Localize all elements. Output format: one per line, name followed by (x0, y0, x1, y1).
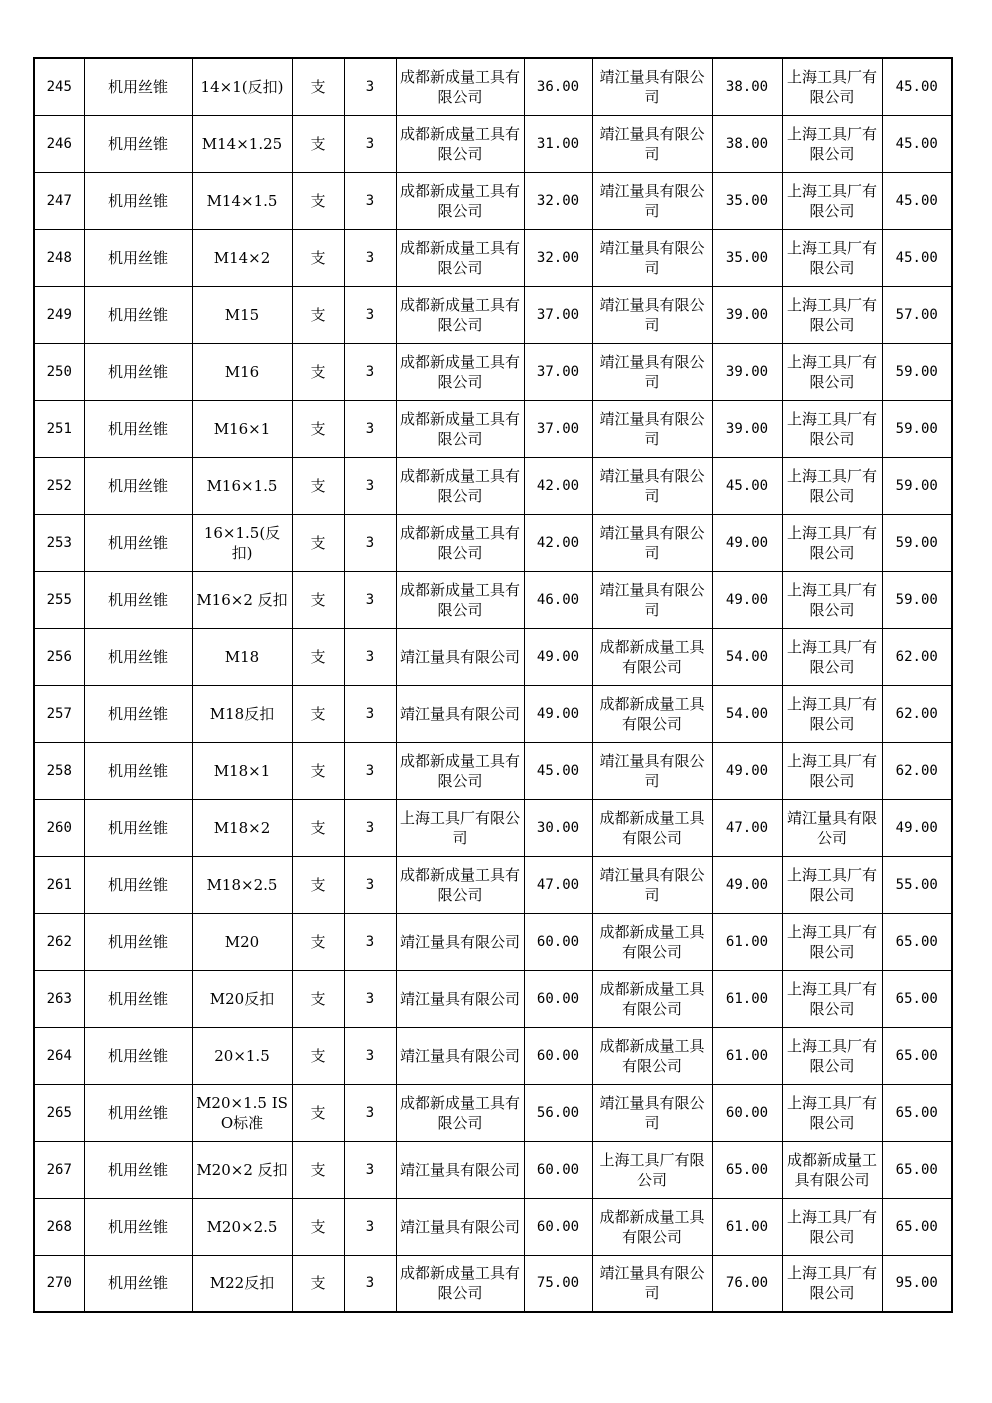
spec-cell: 14×1(反扣) (192, 58, 292, 115)
supplier-2-cell: 靖江量具有限公司 (592, 400, 712, 457)
quantity-cell: 3 (344, 1198, 396, 1255)
price-1-cell: 37.00 (524, 400, 592, 457)
item-number-cell: 257 (34, 685, 84, 742)
supplier-1-cell: 成都新成量工具有限公司 (396, 1255, 524, 1312)
item-name-cell: 机用丝锥 (84, 742, 192, 799)
price-2-cell: 49.00 (712, 514, 782, 571)
item-name-cell: 机用丝锥 (84, 58, 192, 115)
spec-cell: M22反扣 (192, 1255, 292, 1312)
item-name-cell: 机用丝锥 (84, 913, 192, 970)
quantity-cell: 3 (344, 628, 396, 685)
unit-cell: 支 (292, 571, 344, 628)
item-number-cell: 248 (34, 229, 84, 286)
supplier-2-cell: 成都新成量工具有限公司 (592, 970, 712, 1027)
table-row (34, 571, 952, 628)
item-name-cell: 机用丝锥 (84, 172, 192, 229)
price-1-cell: 60.00 (524, 970, 592, 1027)
spec-cell: M18×1 (192, 742, 292, 799)
supplier-2-cell: 靖江量具有限公司 (592, 343, 712, 400)
quantity-cell: 3 (344, 457, 396, 514)
table-row (34, 913, 952, 970)
price-1-cell: 49.00 (524, 628, 592, 685)
price-2-cell: 61.00 (712, 970, 782, 1027)
quantity-cell: 3 (344, 229, 396, 286)
price-3-cell: 65.00 (882, 913, 952, 970)
spec-cell: M20反扣 (192, 970, 292, 1027)
table-row (34, 172, 952, 229)
price-3-cell: 62.00 (882, 628, 952, 685)
supplier-3-cell: 上海工具厂有限公司 (782, 229, 882, 286)
price-2-cell: 39.00 (712, 286, 782, 343)
item-number-cell: 268 (34, 1198, 84, 1255)
item-name-cell: 机用丝锥 (84, 970, 192, 1027)
price-1-cell: 37.00 (524, 286, 592, 343)
item-number-cell: 253 (34, 514, 84, 571)
item-number-cell: 252 (34, 457, 84, 514)
item-name-cell: 机用丝锥 (84, 343, 192, 400)
unit-cell: 支 (292, 400, 344, 457)
quantity-cell: 3 (344, 799, 396, 856)
table-row (34, 628, 952, 685)
item-name-cell: 机用丝锥 (84, 571, 192, 628)
price-1-cell: 60.00 (524, 1198, 592, 1255)
supplier-3-cell: 上海工具厂有限公司 (782, 685, 882, 742)
supplier-2-cell: 靖江量具有限公司 (592, 1255, 712, 1312)
supplier-2-cell: 成都新成量工具有限公司 (592, 913, 712, 970)
price-1-cell: 60.00 (524, 1141, 592, 1198)
item-name-cell: 机用丝锥 (84, 628, 192, 685)
supplier-1-cell: 靖江量具有限公司 (396, 685, 524, 742)
item-name-cell: 机用丝锥 (84, 856, 192, 913)
table-row (34, 1084, 952, 1141)
supplier-1-cell: 靖江量具有限公司 (396, 1027, 524, 1084)
unit-cell: 支 (292, 457, 344, 514)
price-3-cell: 45.00 (882, 115, 952, 172)
spec-cell: M14×2 (192, 229, 292, 286)
item-number-cell: 258 (34, 742, 84, 799)
supplier-3-cell: 上海工具厂有限公司 (782, 58, 882, 115)
spec-cell: M16×2 反扣 (192, 571, 292, 628)
supplier-1-cell: 成都新成量工具有限公司 (396, 1084, 524, 1141)
supplier-2-cell: 成都新成量工具有限公司 (592, 685, 712, 742)
item-name-cell: 机用丝锥 (84, 1255, 192, 1312)
supplier-2-cell: 靖江量具有限公司 (592, 172, 712, 229)
supplier-2-cell: 成都新成量工具有限公司 (592, 799, 712, 856)
price-1-cell: 42.00 (524, 457, 592, 514)
unit-cell: 支 (292, 742, 344, 799)
table-row (34, 1198, 952, 1255)
price-2-cell: 61.00 (712, 1198, 782, 1255)
supplier-2-cell: 靖江量具有限公司 (592, 229, 712, 286)
quantity-cell: 3 (344, 58, 396, 115)
unit-cell: 支 (292, 1027, 344, 1084)
quantity-cell: 3 (344, 343, 396, 400)
supplier-3-cell: 上海工具厂有限公司 (782, 400, 882, 457)
item-number-cell: 250 (34, 343, 84, 400)
price-3-cell: 59.00 (882, 514, 952, 571)
supplier-3-cell: 上海工具厂有限公司 (782, 172, 882, 229)
supplier-3-cell: 上海工具厂有限公司 (782, 286, 882, 343)
item-name-cell: 机用丝锥 (84, 1084, 192, 1141)
item-number-cell: 256 (34, 628, 84, 685)
supplier-3-cell: 上海工具厂有限公司 (782, 913, 882, 970)
table-row (34, 457, 952, 514)
supplier-1-cell: 靖江量具有限公司 (396, 1141, 524, 1198)
supplier-2-cell: 靖江量具有限公司 (592, 856, 712, 913)
unit-cell: 支 (292, 172, 344, 229)
quantity-cell: 3 (344, 1084, 396, 1141)
spec-cell: M18 (192, 628, 292, 685)
price-2-cell: 35.00 (712, 172, 782, 229)
unit-cell: 支 (292, 970, 344, 1027)
price-1-cell: 56.00 (524, 1084, 592, 1141)
supplier-1-cell: 靖江量具有限公司 (396, 1198, 524, 1255)
item-number-cell: 246 (34, 115, 84, 172)
supplier-3-cell: 靖江量具有限公司 (782, 799, 882, 856)
supplier-1-cell: 成都新成量工具有限公司 (396, 514, 524, 571)
price-2-cell: 39.00 (712, 400, 782, 457)
price-2-cell: 76.00 (712, 1255, 782, 1312)
price-1-cell: 31.00 (524, 115, 592, 172)
table-row (34, 1255, 952, 1312)
spec-cell: M16×1.5 (192, 457, 292, 514)
supplier-2-cell: 靖江量具有限公司 (592, 742, 712, 799)
price-2-cell: 65.00 (712, 1141, 782, 1198)
table-row (34, 742, 952, 799)
spec-cell: M16 (192, 343, 292, 400)
price-3-cell: 59.00 (882, 400, 952, 457)
unit-cell: 支 (292, 799, 344, 856)
supplier-2-cell: 成都新成量工具有限公司 (592, 1027, 712, 1084)
price-1-cell: 36.00 (524, 58, 592, 115)
supplier-1-cell: 成都新成量工具有限公司 (396, 457, 524, 514)
spec-cell: M20×2.5 (192, 1198, 292, 1255)
supplier-1-cell: 靖江量具有限公司 (396, 628, 524, 685)
price-1-cell: 60.00 (524, 1027, 592, 1084)
quantity-cell: 3 (344, 685, 396, 742)
quantity-cell: 3 (344, 172, 396, 229)
item-name-cell: 机用丝锥 (84, 1141, 192, 1198)
unit-cell: 支 (292, 1198, 344, 1255)
spec-cell: M20 (192, 913, 292, 970)
supplier-1-cell: 成都新成量工具有限公司 (396, 286, 524, 343)
item-number-cell: 247 (34, 172, 84, 229)
item-number-cell: 270 (34, 1255, 84, 1312)
price-2-cell: 61.00 (712, 1027, 782, 1084)
item-name-cell: 机用丝锥 (84, 1027, 192, 1084)
unit-cell: 支 (292, 514, 344, 571)
price-3-cell: 65.00 (882, 1084, 952, 1141)
table-row (34, 229, 952, 286)
supplier-2-cell: 靖江量具有限公司 (592, 457, 712, 514)
supplier-3-cell: 上海工具厂有限公司 (782, 514, 882, 571)
price-3-cell: 49.00 (882, 799, 952, 856)
price-2-cell: 38.00 (712, 58, 782, 115)
unit-cell: 支 (292, 229, 344, 286)
item-name-cell: 机用丝锥 (84, 229, 192, 286)
item-name-cell: 机用丝锥 (84, 799, 192, 856)
table-row (34, 1141, 952, 1198)
unit-cell: 支 (292, 1255, 344, 1312)
supplier-1-cell: 成都新成量工具有限公司 (396, 343, 524, 400)
supplier-3-cell: 上海工具厂有限公司 (782, 742, 882, 799)
supplier-3-cell: 上海工具厂有限公司 (782, 343, 882, 400)
price-2-cell: 45.00 (712, 457, 782, 514)
price-3-cell: 65.00 (882, 1141, 952, 1198)
quantity-cell: 3 (344, 1141, 396, 1198)
spec-cell: M18×2 (192, 799, 292, 856)
price-1-cell: 49.00 (524, 685, 592, 742)
quantity-cell: 3 (344, 970, 396, 1027)
price-3-cell: 59.00 (882, 457, 952, 514)
item-number-cell: 263 (34, 970, 84, 1027)
spec-cell: M18×2.5 (192, 856, 292, 913)
supplier-2-cell: 靖江量具有限公司 (592, 571, 712, 628)
price-3-cell: 55.00 (882, 856, 952, 913)
price-1-cell: 32.00 (524, 172, 592, 229)
table-row (34, 1027, 952, 1084)
supplier-1-cell: 成都新成量工具有限公司 (396, 400, 524, 457)
unit-cell: 支 (292, 913, 344, 970)
price-1-cell: 30.00 (524, 799, 592, 856)
quantity-cell: 3 (344, 400, 396, 457)
quantity-cell: 3 (344, 514, 396, 571)
table-row (34, 343, 952, 400)
price-2-cell: 61.00 (712, 913, 782, 970)
item-number-cell: 267 (34, 1141, 84, 1198)
supplier-1-cell: 成都新成量工具有限公司 (396, 742, 524, 799)
price-2-cell: 49.00 (712, 742, 782, 799)
price-3-cell: 62.00 (882, 742, 952, 799)
spec-cell: M14×1.25 (192, 115, 292, 172)
item-name-cell: 机用丝锥 (84, 514, 192, 571)
price-3-cell: 95.00 (882, 1255, 952, 1312)
quantity-cell: 3 (344, 856, 396, 913)
table-row (34, 115, 952, 172)
quantity-cell: 3 (344, 286, 396, 343)
supplier-2-cell: 靖江量具有限公司 (592, 1084, 712, 1141)
unit-cell: 支 (292, 628, 344, 685)
table-row (34, 970, 952, 1027)
supplier-3-cell: 上海工具厂有限公司 (782, 1255, 882, 1312)
price-2-cell: 38.00 (712, 115, 782, 172)
price-2-cell: 47.00 (712, 799, 782, 856)
unit-cell: 支 (292, 58, 344, 115)
supplier-1-cell: 靖江量具有限公司 (396, 970, 524, 1027)
price-3-cell: 62.00 (882, 685, 952, 742)
price-3-cell: 65.00 (882, 1198, 952, 1255)
price-1-cell: 47.00 (524, 856, 592, 913)
unit-cell: 支 (292, 286, 344, 343)
table-row (34, 799, 952, 856)
price-1-cell: 32.00 (524, 229, 592, 286)
quantity-cell: 3 (344, 913, 396, 970)
supplier-3-cell: 上海工具厂有限公司 (782, 1027, 882, 1084)
quantity-cell: 3 (344, 1027, 396, 1084)
quantity-cell: 3 (344, 742, 396, 799)
price-2-cell: 54.00 (712, 685, 782, 742)
item-name-cell: 机用丝锥 (84, 400, 192, 457)
supplier-1-cell: 上海工具厂有限公司 (396, 799, 524, 856)
item-number-cell: 260 (34, 799, 84, 856)
price-2-cell: 60.00 (712, 1084, 782, 1141)
item-number-cell: 265 (34, 1084, 84, 1141)
table-row (34, 514, 952, 571)
quantity-cell: 3 (344, 115, 396, 172)
price-2-cell: 49.00 (712, 571, 782, 628)
supplier-3-cell: 上海工具厂有限公司 (782, 571, 882, 628)
price-3-cell: 45.00 (882, 58, 952, 115)
supplier-1-cell: 成都新成量工具有限公司 (396, 172, 524, 229)
item-number-cell: 251 (34, 400, 84, 457)
supplier-1-cell: 成都新成量工具有限公司 (396, 115, 524, 172)
spec-cell: M20×2 反扣 (192, 1141, 292, 1198)
unit-cell: 支 (292, 1141, 344, 1198)
supplier-2-cell: 靖江量具有限公司 (592, 58, 712, 115)
supplier-3-cell: 上海工具厂有限公司 (782, 457, 882, 514)
price-3-cell: 45.00 (882, 229, 952, 286)
supplier-2-cell: 成都新成量工具有限公司 (592, 628, 712, 685)
price-1-cell: 45.00 (524, 742, 592, 799)
price-1-cell: 75.00 (524, 1255, 592, 1312)
unit-cell: 支 (292, 343, 344, 400)
supplier-1-cell: 靖江量具有限公司 (396, 913, 524, 970)
spec-cell: 20×1.5 (192, 1027, 292, 1084)
supplier-3-cell: 上海工具厂有限公司 (782, 970, 882, 1027)
unit-cell: 支 (292, 685, 344, 742)
spec-cell: 16×1.5(反扣) (192, 514, 292, 571)
supplier-2-cell: 靖江量具有限公司 (592, 286, 712, 343)
unit-cell: 支 (292, 1084, 344, 1141)
price-3-cell: 65.00 (882, 970, 952, 1027)
spec-cell: M15 (192, 286, 292, 343)
table-row (34, 58, 952, 115)
table-row (34, 856, 952, 913)
price-3-cell: 65.00 (882, 1027, 952, 1084)
price-2-cell: 39.00 (712, 343, 782, 400)
price-3-cell: 45.00 (882, 172, 952, 229)
item-name-cell: 机用丝锥 (84, 685, 192, 742)
supplier-2-cell: 上海工具厂有限公司 (592, 1141, 712, 1198)
item-number-cell: 255 (34, 571, 84, 628)
supplier-1-cell: 成都新成量工具有限公司 (396, 58, 524, 115)
price-1-cell: 37.00 (524, 343, 592, 400)
supplier-3-cell: 上海工具厂有限公司 (782, 856, 882, 913)
item-name-cell: 机用丝锥 (84, 457, 192, 514)
table-body (34, 58, 952, 1312)
supplier-3-cell: 上海工具厂有限公司 (782, 115, 882, 172)
spec-cell: M16×1 (192, 400, 292, 457)
supplier-1-cell: 成都新成量工具有限公司 (396, 856, 524, 913)
price-1-cell: 46.00 (524, 571, 592, 628)
item-name-cell: 机用丝锥 (84, 286, 192, 343)
supplier-1-cell: 成都新成量工具有限公司 (396, 229, 524, 286)
price-2-cell: 49.00 (712, 856, 782, 913)
unit-cell: 支 (292, 115, 344, 172)
item-name-cell: 机用丝锥 (84, 1198, 192, 1255)
quantity-cell: 3 (344, 1255, 396, 1312)
spec-cell: M18反扣 (192, 685, 292, 742)
table-row (34, 286, 952, 343)
price-2-cell: 35.00 (712, 229, 782, 286)
price-1-cell: 60.00 (524, 913, 592, 970)
spec-cell: M20×1.5 ISO标准 (192, 1084, 292, 1141)
price-3-cell: 59.00 (882, 571, 952, 628)
supplier-2-cell: 靖江量具有限公司 (592, 115, 712, 172)
price-1-cell: 42.00 (524, 514, 592, 571)
supplier-1-cell: 成都新成量工具有限公司 (396, 571, 524, 628)
item-number-cell: 264 (34, 1027, 84, 1084)
table-row (34, 400, 952, 457)
price-comparison-table (33, 57, 953, 1313)
supplier-3-cell: 上海工具厂有限公司 (782, 1198, 882, 1255)
supplier-3-cell: 上海工具厂有限公司 (782, 628, 882, 685)
spec-cell: M14×1.5 (192, 172, 292, 229)
item-number-cell: 261 (34, 856, 84, 913)
item-name-cell: 机用丝锥 (84, 115, 192, 172)
unit-cell: 支 (292, 856, 344, 913)
item-number-cell: 262 (34, 913, 84, 970)
supplier-3-cell: 成都新成量工具有限公司 (782, 1141, 882, 1198)
supplier-3-cell: 上海工具厂有限公司 (782, 1084, 882, 1141)
item-number-cell: 249 (34, 286, 84, 343)
item-number-cell: 245 (34, 58, 84, 115)
supplier-2-cell: 成都新成量工具有限公司 (592, 1198, 712, 1255)
quantity-cell: 3 (344, 571, 396, 628)
table-row (34, 685, 952, 742)
price-2-cell: 54.00 (712, 628, 782, 685)
price-3-cell: 57.00 (882, 286, 952, 343)
price-3-cell: 59.00 (882, 343, 952, 400)
supplier-2-cell: 靖江量具有限公司 (592, 514, 712, 571)
